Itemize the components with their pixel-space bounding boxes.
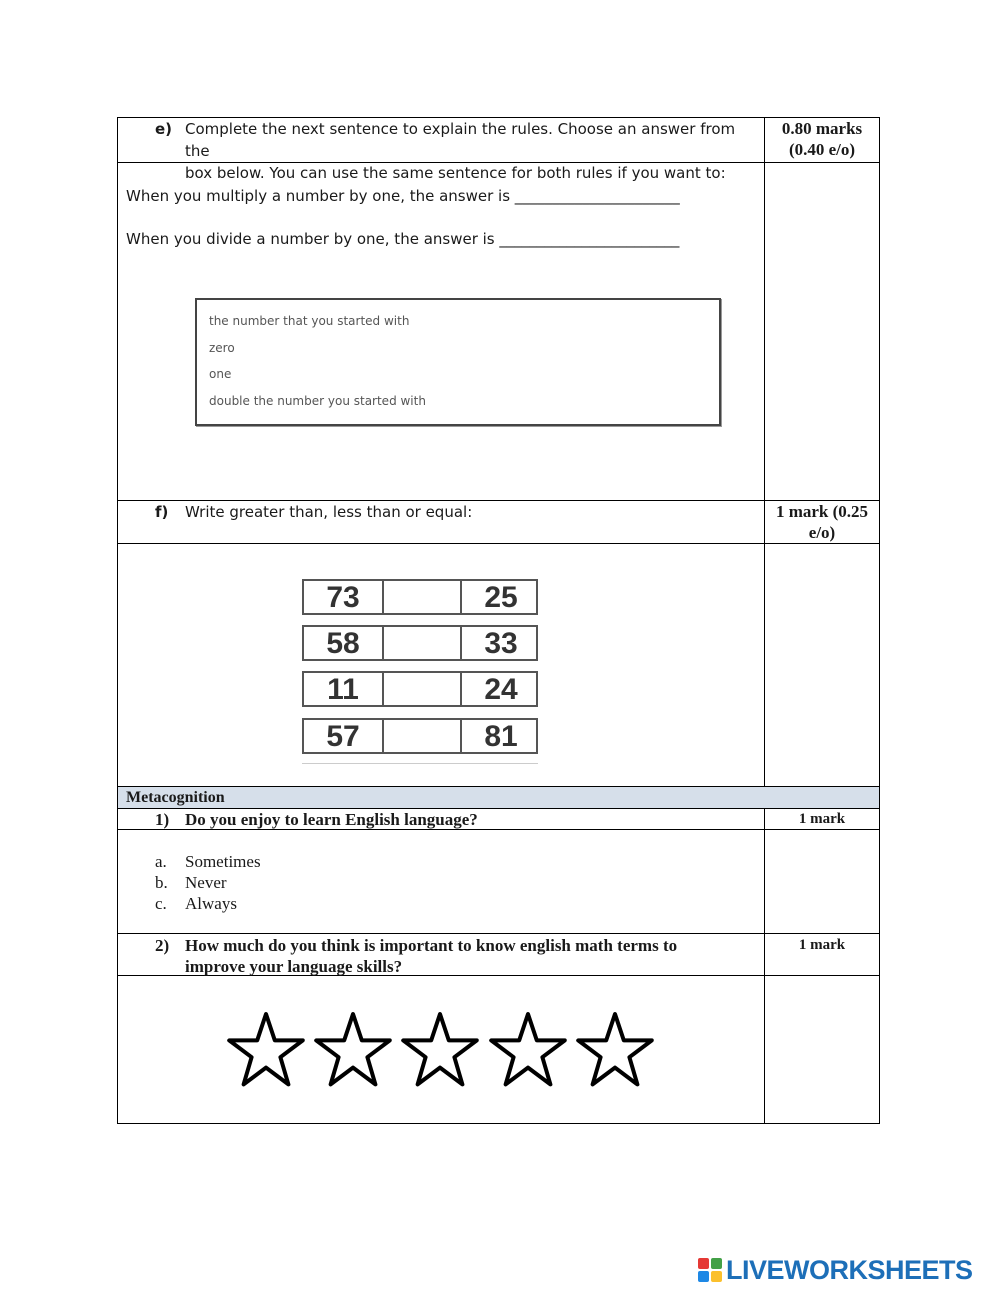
option-never[interactable]: Never — [185, 873, 227, 892]
question-e-label: e) — [155, 120, 173, 138]
question-2-number: 2) — [155, 936, 170, 955]
logo-text: LIVEWORKSHEETS — [726, 1255, 973, 1285]
comparison-right: 81 — [460, 720, 540, 752]
divider — [302, 763, 538, 764]
question-2-line: improve your language skills? — [185, 957, 403, 976]
question-e-line2: box below. You can use the same sentence for both rules if you want to: — [185, 164, 726, 182]
question-2-text — [185, 935, 677, 977]
option-sometimes[interactable]: Sometimes — [185, 852, 261, 871]
option-item[interactable]: the number that you started with — [209, 314, 410, 328]
comparison-left: 11 — [304, 673, 384, 705]
question-e-instruction — [185, 118, 760, 184]
marks-line: e/o) — [808, 523, 836, 542]
comparison-right: 24 — [460, 673, 540, 705]
marks-line: 1 mark (0.25 — [775, 502, 869, 521]
answer-options-box — [195, 298, 721, 426]
sentence-multiply[interactable]: When you multiply a number by one, the answer is ______________________ — [126, 187, 680, 205]
star-icon[interactable] — [488, 1010, 568, 1090]
comparison-left: 57 — [304, 720, 384, 752]
comparison-left: 73 — [304, 581, 384, 613]
liveworksheets-logo — [698, 1255, 994, 1285]
star-icon[interactable] — [313, 1010, 393, 1090]
star-icon[interactable] — [226, 1010, 306, 1090]
question-f-label: f) — [155, 503, 169, 521]
option-letter: c. — [155, 894, 167, 913]
option-item[interactable]: double the number you started with — [209, 394, 426, 408]
star-icon[interactable] — [575, 1010, 655, 1090]
comparison-row — [302, 625, 538, 661]
option-item[interactable]: one — [209, 367, 232, 381]
comparison-answer-box[interactable] — [384, 581, 460, 613]
question-1-marks: 1 mark — [798, 811, 846, 827]
question-2-line: How much do you think is important to know english math terms to — [185, 936, 678, 955]
metacognition-header-bar — [118, 787, 879, 808]
option-always[interactable]: Always — [185, 894, 237, 913]
comparison-row — [302, 579, 538, 615]
logo-icon — [698, 1258, 722, 1282]
metacognition-title: Metacognition — [126, 789, 225, 806]
comparison-right: 25 — [460, 581, 540, 613]
comparison-row — [302, 718, 538, 754]
question-1-text: Do you enjoy to learn English language? — [185, 810, 478, 829]
question-2-marks: 1 mark — [798, 937, 846, 953]
question-1-number: 1) — [155, 810, 170, 829]
comparison-answer-box[interactable] — [384, 627, 460, 659]
comparison-answer-box[interactable] — [384, 673, 460, 705]
comparison-right: 33 — [460, 627, 540, 659]
comparison-row — [302, 671, 538, 707]
option-letter: b. — [155, 873, 168, 892]
sentence-divide[interactable]: When you divide a number by one, the answer is ________________________ — [126, 230, 680, 248]
option-item[interactable]: zero — [209, 341, 235, 355]
question-f-instruction: Write greater than, less than or equal: — [185, 503, 473, 521]
marks-line: 0.80 marks — [781, 119, 863, 138]
question-e-marks — [765, 118, 879, 160]
question-e-line1: Complete the next sentence to explain the rules. Choose an answer from the — [185, 120, 736, 160]
option-letter: a. — [155, 852, 167, 871]
star-icon[interactable] — [400, 1010, 480, 1090]
comparison-answer-box[interactable] — [384, 720, 460, 752]
marks-line: (0.40 e/o) — [788, 140, 856, 159]
question-f-marks — [765, 501, 879, 543]
comparison-left: 58 — [304, 627, 384, 659]
